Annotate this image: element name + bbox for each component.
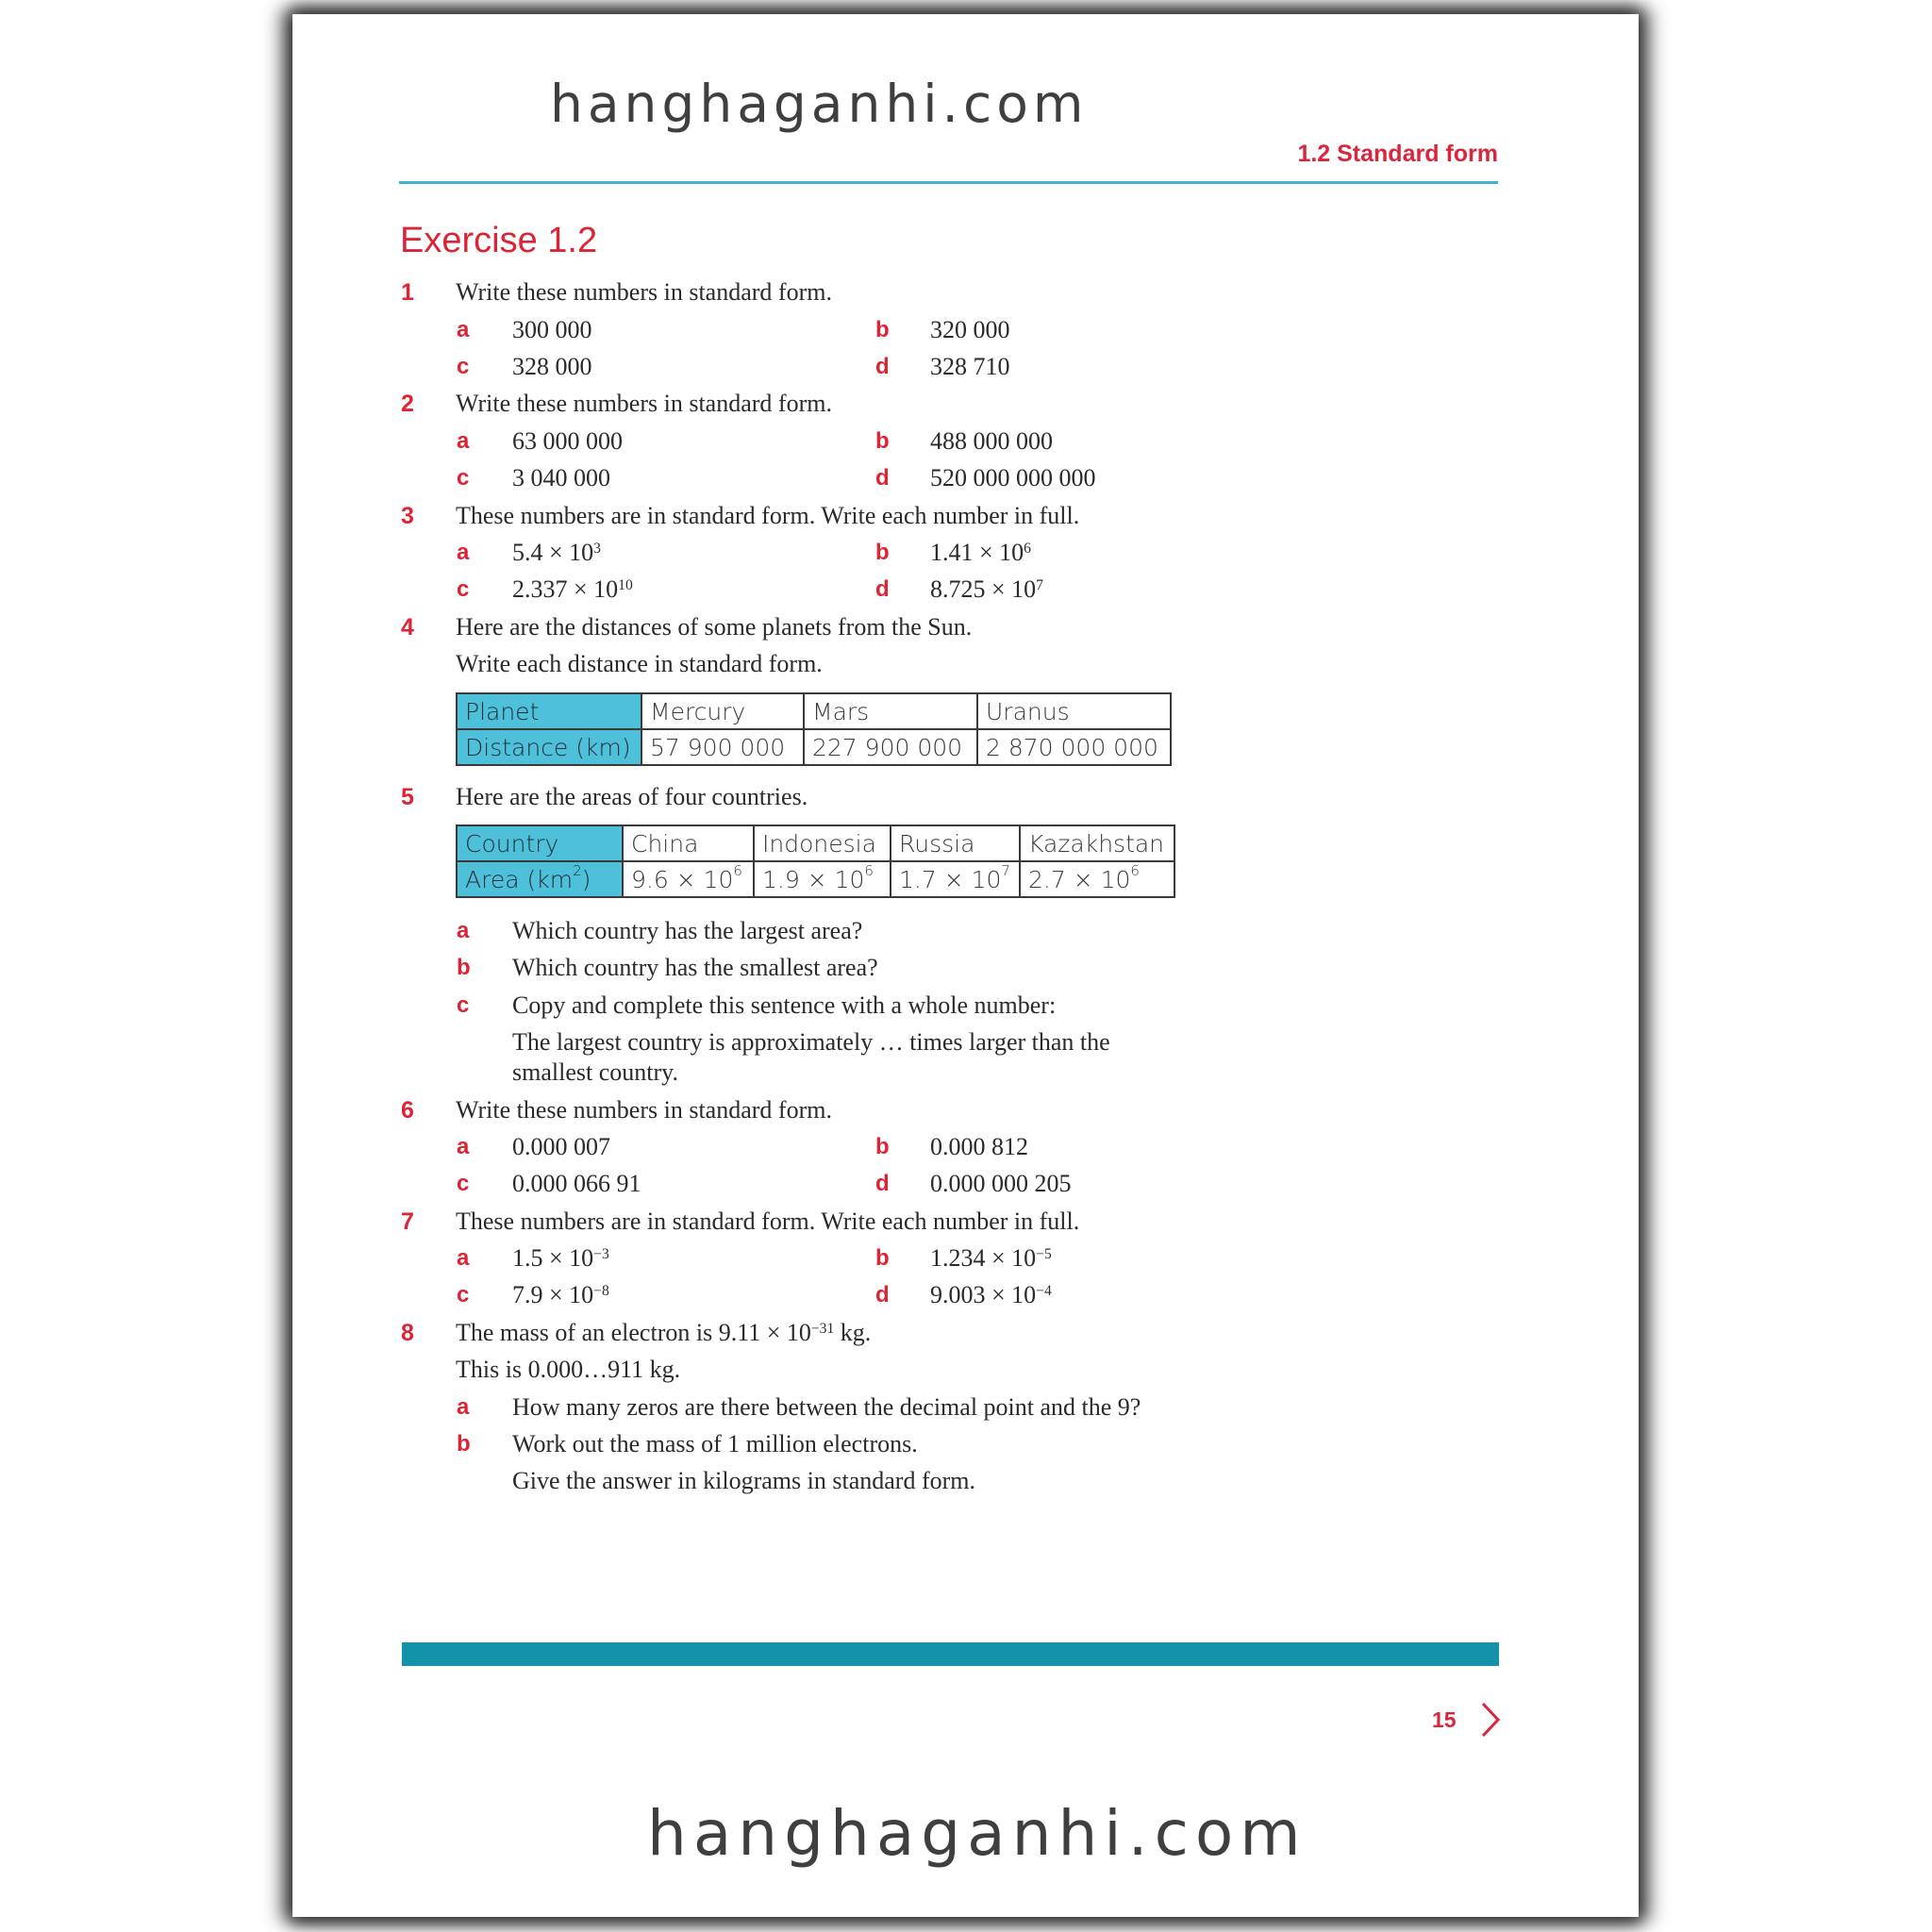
table-cell: $2.7 \times 10^6$ <box>1020 861 1174 897</box>
table-cell: $1.7 \times 10^7$ <box>891 861 1020 897</box>
sub-value: 0.000 000 205 <box>930 1170 1072 1197</box>
table-header-cell: Distance (km) <box>457 729 641 765</box>
exercise-title: Exercise 1.2 <box>400 221 598 260</box>
sub-value: $5.4 \times 10^3$ <box>512 539 601 566</box>
sub-text: How many zeros are there between the decimal point and the 9? <box>512 1393 1141 1421</box>
sub-value: $9.003 \times 10^{-4}$ <box>930 1281 1052 1308</box>
question-number: 7 <box>401 1208 414 1235</box>
table-cell: $1.9 \times 10^6$ <box>754 861 891 897</box>
sub-label: a <box>457 1245 470 1271</box>
sub-value: $1.234 \times 10^{-5}$ <box>930 1244 1052 1272</box>
sub-label: a <box>457 918 470 943</box>
planet-distance-table <box>456 692 1172 766</box>
sub-label: c <box>457 1282 470 1307</box>
sub-value: 0.000 007 <box>512 1133 610 1160</box>
table-row <box>457 861 1174 897</box>
table-cell: China <box>623 825 754 861</box>
question-text: Here are the distances of some planets from the Sun. <box>456 613 973 641</box>
question-number: 3 <box>401 503 414 529</box>
sub-text: Copy and complete this sentence with a whole number: <box>512 991 1057 1019</box>
sub-text: Work out the mass of 1 million electrons. <box>512 1430 918 1457</box>
sub-label: a <box>457 428 470 454</box>
page-number: 15 <box>1432 1707 1457 1732</box>
sub-label: a <box>457 540 470 565</box>
question-text: The mass of an electron is $9.11 \times 10^{-31}$ kg. <box>456 1319 872 1346</box>
table-row <box>457 693 1171 729</box>
table-cell: Mars <box>804 693 977 729</box>
table-row <box>457 825 1174 861</box>
sub-text: Which country has the smallest area? <box>512 954 878 981</box>
table-header-cell: Area $(km^2)$ <box>457 861 623 897</box>
sub-label: c <box>457 576 470 602</box>
table-cell: 2 870 000 000 <box>977 729 1171 765</box>
sub-label: c <box>457 354 470 379</box>
question-number: 5 <box>401 784 414 810</box>
sub-value: 63 000 000 <box>512 427 623 455</box>
table-header-cell: Country <box>457 825 623 861</box>
country-area-table <box>456 824 1175 898</box>
question-number: 4 <box>401 614 414 641</box>
sub-label: c <box>457 992 470 1018</box>
sub-text: smallest country. <box>512 1058 678 1086</box>
sub-value: 0.000 066 91 <box>512 1170 641 1197</box>
sub-label: b <box>875 317 890 342</box>
question-text: Write these numbers in standard form. <box>456 278 832 306</box>
sub-label: d <box>875 465 890 491</box>
sub-label: b <box>875 1245 890 1271</box>
sub-value: 3 040 000 <box>512 464 610 491</box>
sub-label: a <box>457 1394 470 1420</box>
question-number: 1 <box>401 279 414 306</box>
sub-value: 520 000 000 000 <box>930 464 1096 491</box>
table-cell: Mercury <box>641 693 804 729</box>
question-number: 8 <box>401 1320 414 1346</box>
sub-value: 0.000 812 <box>930 1133 1028 1160</box>
table-row <box>457 729 1171 765</box>
table-cell: Uranus <box>977 693 1171 729</box>
sub-text: Which country has the largest area? <box>512 917 863 944</box>
sub-text: The largest country is approximately … times larger than the <box>512 1028 1110 1056</box>
sub-label: b <box>875 1134 890 1159</box>
sub-label: c <box>457 1171 470 1196</box>
sub-value: 320 000 <box>930 316 1010 343</box>
question-text: This is 0.000…911 kg. <box>456 1356 681 1383</box>
table-cell: Kazakhstan <box>1020 825 1174 861</box>
sub-label: d <box>875 576 890 602</box>
question-text: These numbers are in standard form. Write each number in full. <box>456 502 1080 529</box>
table-cell: 227 900 000 <box>804 729 977 765</box>
question-text: Write each distance in standard form. <box>456 650 823 677</box>
sub-label: b <box>875 428 890 454</box>
question-text: Write these numbers in standard form. <box>456 390 832 417</box>
sub-text: Give the answer in kilograms in standard form. <box>512 1467 975 1494</box>
sub-value: $7.9 \times 10^{-8}$ <box>512 1281 609 1308</box>
sub-label: a <box>457 317 470 342</box>
question-text: Here are the areas of four countries. <box>456 783 808 810</box>
sub-label: b <box>457 955 471 980</box>
question-text: Write these numbers in standard form. <box>456 1096 832 1124</box>
question-number: 2 <box>401 391 414 417</box>
sub-label: b <box>457 1431 471 1457</box>
sub-value: $2.337 \times 10^{10}$ <box>512 575 633 603</box>
question-number: 6 <box>401 1097 414 1124</box>
header-rule <box>399 181 1498 184</box>
sub-label: c <box>457 465 470 491</box>
sub-label: d <box>875 1282 890 1307</box>
question-text: These numbers are in standard form. Write each number in full. <box>456 1208 1080 1235</box>
table-cell: $9.6 \times 10^6$ <box>623 861 754 897</box>
table-cell: 57 900 000 <box>641 729 804 765</box>
sub-value: $1.5 \times 10^{-3}$ <box>512 1244 609 1272</box>
sub-label: a <box>457 1134 470 1159</box>
footer-bar <box>402 1642 1499 1666</box>
watermark-top: hanghaganhi.com <box>550 74 1089 134</box>
table-cell: Russia <box>891 825 1020 861</box>
running-head: 1.2 Standard form <box>1297 141 1498 167</box>
table-header-cell: Planet <box>457 693 641 729</box>
table-cell: Indonesia <box>754 825 891 861</box>
sub-value: $1.41 \times 10^6$ <box>930 539 1031 566</box>
sub-value: 328 000 <box>512 353 592 380</box>
sub-value: 328 710 <box>930 353 1010 380</box>
sub-label: b <box>875 540 890 565</box>
sub-value: 488 000 000 <box>930 427 1053 455</box>
sub-label: d <box>875 354 890 379</box>
sub-value: 300 000 <box>512 316 592 343</box>
sub-value: $8.725 \times 10^7$ <box>930 575 1043 603</box>
watermark-bottom: hanghaganhi.com <box>647 1797 1307 1870</box>
sub-label: d <box>875 1171 890 1196</box>
chevron-right-icon[interactable] <box>1479 1701 1502 1739</box>
